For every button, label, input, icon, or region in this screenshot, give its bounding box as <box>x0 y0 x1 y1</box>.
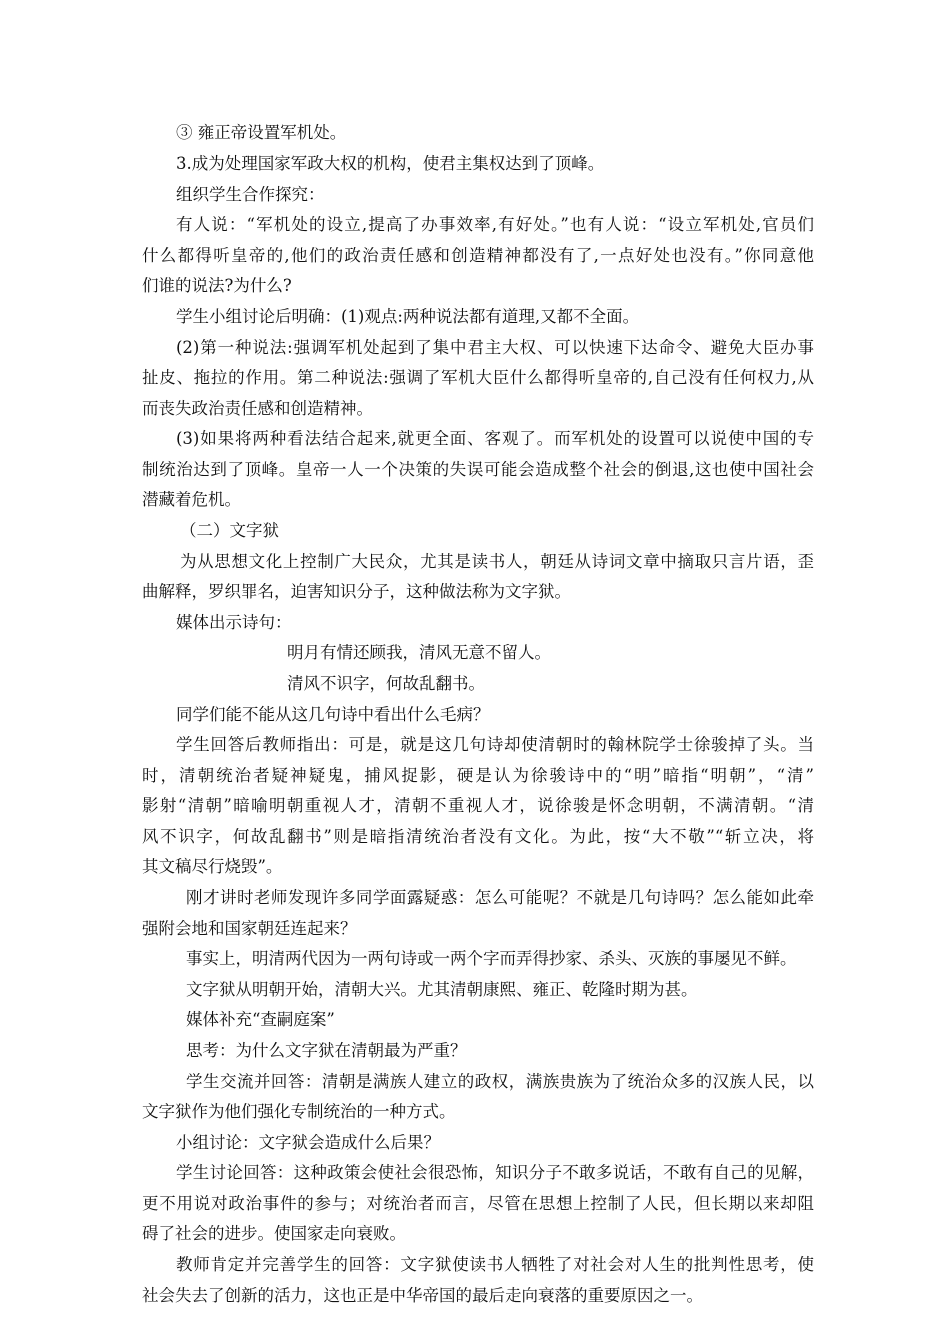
text-line: 学生讨论回答：这种政策会使社会很恐怖，知识分子不敢多说话，不敢有自己的见解， <box>176 1163 814 1182</box>
text-line: 潜藏着危机。 <box>142 490 241 509</box>
text-line: 思考：为什么文字狱在清朝最为严重？ <box>186 1041 467 1060</box>
text-line: 碍了社会的进步。使国家走向衰败。 <box>142 1224 406 1243</box>
text-line: (3)如果将两种看法结合起来,就更全面、客观了。而军机处的设置可以说使中国的专 <box>176 429 814 448</box>
text-line: 社会失去了创新的活力，这也正是中华帝国的最后走向衰落的重要原因之一。 <box>142 1286 703 1305</box>
text-line: 教师肯定并完善学生的回答：文字狱使读书人牺牲了对社会对人生的批判性思考，使 <box>176 1255 814 1274</box>
text-line: 扯皮、拖拉的作用。第二种说法:强调了军机大臣什么都得听皇帝的,自己没有任何权力,从 <box>142 368 814 387</box>
text-line: 刚才讲时老师发现许多同学面露疑惑：怎么可能呢？不就是几句诗吗？怎么能如此牵 <box>186 888 814 907</box>
text-line: 风不识字，何故乱翻书”则是暗指清统治者没有文化。为此，按“大不敬”“斩立决，将 <box>142 827 814 846</box>
text-line: 文字狱作为他们强化专制统治的一种方式。 <box>142 1102 456 1121</box>
poem-line: 清风不识字，何故乱翻书。 <box>287 674 485 693</box>
text-line: 媒体出示诗句： <box>176 613 292 632</box>
section-heading: （二）文字狱 <box>180 521 279 540</box>
text-line: 为从思想文化上控制广大民众，尤其是读书人，朝廷从诗词文章中摘取只言片语，歪 <box>180 552 814 571</box>
text-line: (2)第一种说法:强调军机处起到了集中君主大权、可以快速下达命令、避免大臣办事 <box>176 338 814 357</box>
poem-line: 明月有情还顾我，清风无意不留人。 <box>287 643 551 662</box>
text-line: 曲解释，罗织罪名，迫害知识分子，这种做法称为文字狱。 <box>142 582 571 601</box>
text-line: 更不用说对政治事件的参与；对统治者而言，尽管在思想上控制了人民，但长期以来却阻 <box>142 1194 814 1213</box>
text-line: 同学们能不能从这几句诗中看出什么毛病？ <box>176 705 490 724</box>
text-line: 事实上，明清两代因为一两句诗或一两个字而弄得抄家、杀头、灭族的事屡见不鲜。 <box>186 949 797 968</box>
text-line: 组织学生合作探究： <box>176 185 325 204</box>
text-line: 有人说：“军机处的设立,提高了办事效率,有好处。”也有人说：“设立军机处,官员们 <box>176 215 814 234</box>
text-line: 学生回答后教师指出：可是，就是这几句诗却使清朝时的翰林院学士徐骏掉了头。当 <box>176 735 814 754</box>
text-line: 而丧失政治责任感和创造精神。 <box>142 399 373 418</box>
text-line: 学生交流并回答：清朝是满族人建立的政权，满族贵族为了统治众多的汉族人民，以 <box>186 1072 814 1091</box>
text-line: 小组讨论：文字狱会造成什么后果？ <box>176 1133 440 1152</box>
text-line: 其文稿尽行烧毁”。 <box>142 857 283 876</box>
text-line: 什么都得听皇帝的,他们的政治责任感和创造精神都没有了,一点好处也没有。”你同意他 <box>142 246 814 265</box>
text-line: 时，清朝统治者疑神疑鬼，捕风捉影，硬是认为徐骏诗中的“明”暗指“明朝”，“清” <box>142 766 814 785</box>
text-line: 制统治达到了顶峰。皇帝一人一个决策的失误可能会造成整个社会的倒退,这也使中国社会 <box>142 460 814 479</box>
text-line: 影射“清朝”暗喻明朝重视人才，清朝不重视人才，说徐骏是怀念明朝，不满清朝。“清 <box>142 796 814 815</box>
text-line: 3.成为处理国家军政大权的机构，使君主集权达到了顶峰。 <box>176 154 605 173</box>
text-line: 文字狱从明朝开始，清朝大兴。尤其清朝康熙、雍正、乾隆时期为甚。 <box>186 980 698 999</box>
text-line: 学生小组讨论后明确：(1)观点:两种说法都有道理,又都不全面。 <box>176 307 640 326</box>
text-line: 媒体补充“查嗣庭案” <box>186 1010 335 1029</box>
text-line: 强附会地和国家朝廷连起来？ <box>142 919 357 938</box>
list-item: ③ 雍正帝设置军机处。 <box>176 123 347 142</box>
text-line: 们谁的说法?为什么? <box>142 276 292 295</box>
